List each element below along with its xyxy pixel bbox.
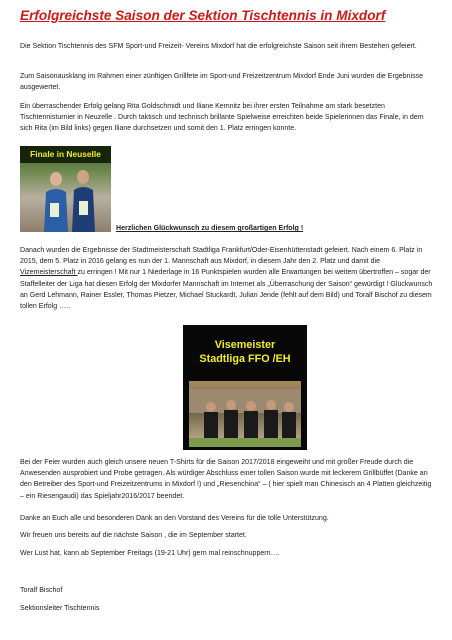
paragraph-neuzelle: Ein überraschender Erfolg gelang Rita Goldschmidt und Iliane Kemnitz bei ihrer ersten Teilnahme am stark besetzten Tischtennisturnier in Neuzelle . Durch taktisch und technisch brillante Spielweise erreichten beide Spielerinnen das Finale, in dem sich Rita (im Bild links) gegen Iliane durchsetzen und somit den 1. Platz erringen konnte. <box>20 103 424 133</box>
paragraph-tshirts: Bei der Feier wurden auch gleich unsere neuen T-Shirts für die Saison 2017/2018 eingeweiht und mit großer Freude durch die Anwesenden ausprobiert und Probe getragen. Als würdiger Abschluss einer tollen Saison wurde mit leckerem Grillbüffet (Danke an den Betreiber des Sport-und Freizeitzentrums in Mixdorf !) und „Riesenchina“ – ( hier spielt man Chinesisch an 4 Platten gleichzeitig – ein Riesengaudi) das Spieljahr2016/2017 beendet. <box>20 459 432 500</box>
congratulations-caption: Herzlichen Glückwunsch zu diesem großartigen Erfolg ! <box>116 225 304 232</box>
photo-finale-label: Finale in Neuselle <box>20 146 111 163</box>
paragraph-training: Wer Lust hat, kann ab September Freitags (19-21 Uhr) gern mal reinschnuppern…. <box>20 550 280 557</box>
players-illustration <box>20 146 111 232</box>
stadtliga-text-end: zu erringen ! Mit nur 1 Niederlage in 16 Punktspielen wurden alle Erwartungen bei weitem übertroffen – sogar der Staffelleiter der Liga hat diesen Erfolg der Mixdorfer Mannschaft im Internet als „Überraschung der Saison“ gewürdigt ! Glückwunsch an Gerd Lehmann, Rainer Essler, Thomas Pietzer, Michael Stuckardt, Julian Jende (fehlt auf dem Bild) und Toralf Bischof zu diesem tollen Erfolg ….. <box>20 269 433 311</box>
photo-finale-neuzelle <box>20 146 111 232</box>
photo-vizemeister-line2: Stadtliga FFO /EH <box>199 353 291 365</box>
paragraph-stadtliga <box>20 245 434 312</box>
photo-vizemeister-line1: Visemeister <box>214 339 276 351</box>
vizemeisterschaft-link[interactable]: Vizemeisterschaft <box>20 269 78 277</box>
photo-vizemeister-label <box>183 338 307 366</box>
article-title: Erfolgreichste Saison der Sektion Tischtennis in Mixdorf <box>20 8 386 23</box>
team-illustration <box>189 381 301 447</box>
signature-name: Toralf Bischof <box>20 587 63 594</box>
paragraph-grillfete: Zum Saisonausklang im Rahmen einer zünftigen Grillfete im Sport-und Freizeitzentrum Mixdorf Ende Juni wurden die Ergebnisse ausgewertet. <box>20 73 424 92</box>
stadtliga-text-start: Danach wurden die Ergebnisse der Stadtmeisterschaft Stadtliga Frankfurt/Oder-Eisenhüttenstadt gefeiert. Nach einem 6. Platz in 2015, dem 5. Platz in 2016 gelang es nun der 1. Mannschaft aus Mixdorf, in diesem Jahr den 2. Platz und damit die <box>20 247 423 266</box>
paragraph-intro: Die Sektion Tischtennis des SFM Sport-und Freizeit- Vereins Mixdorf hat die erfolgreichste Saison seit ihrem Bestehen gefeiert. <box>20 43 417 50</box>
paragraph-next-season: Wir freuen uns bereits auf die nächste Saison , die im September startet. <box>20 532 247 539</box>
team-group-image <box>189 381 301 447</box>
paragraph-thanks: Danke an Euch alle und besonderen Dank an den Vorstand des Vereins für die tolle Unterstützung. <box>20 515 329 522</box>
signature-role: Sektionsleiter Tischtennis <box>20 605 100 612</box>
photo-vizemeister-team <box>183 325 307 450</box>
